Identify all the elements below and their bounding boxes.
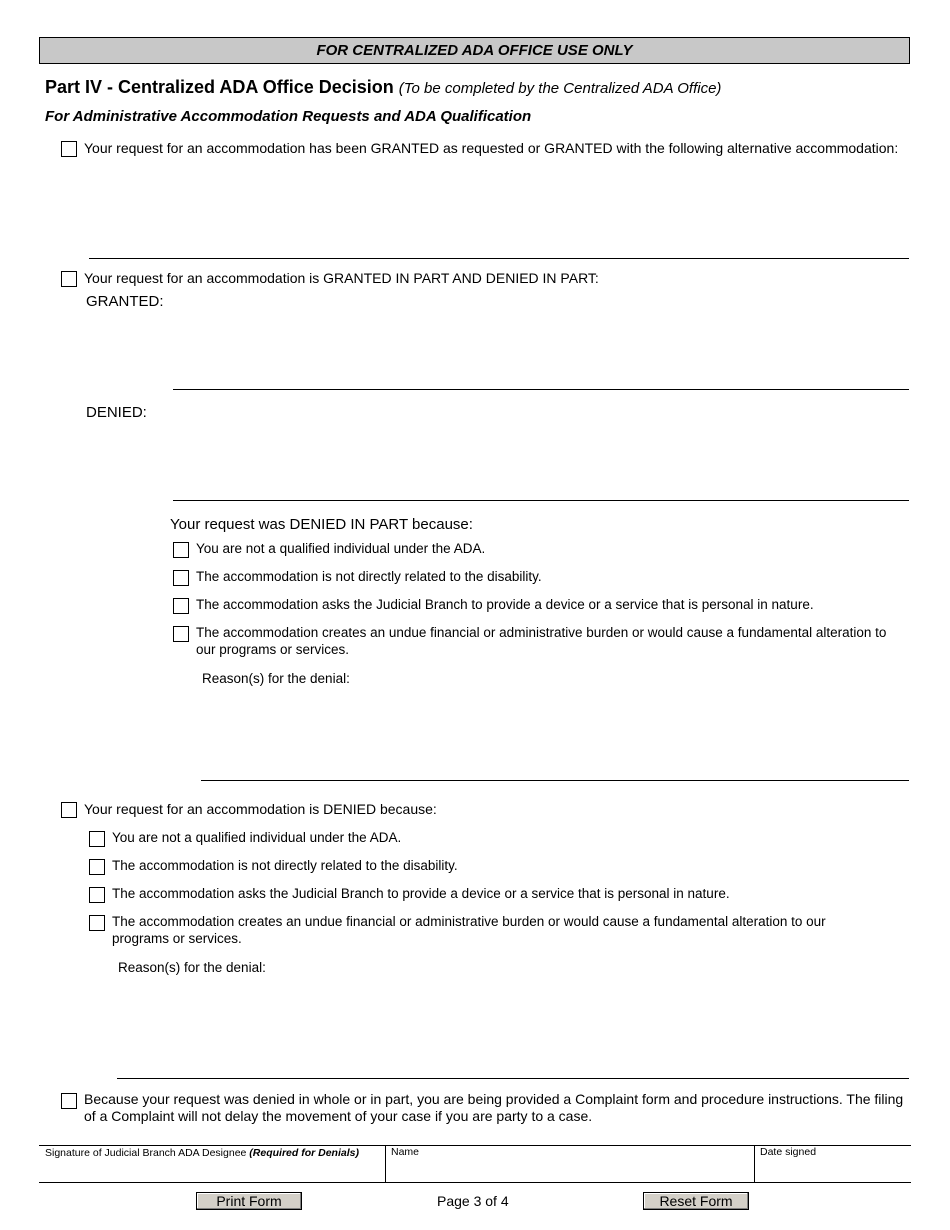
partial-reason-4-checkbox[interactable] xyxy=(173,626,189,642)
partial-reason-3-checkbox[interactable] xyxy=(173,598,189,614)
date-signed-label: Date signed xyxy=(760,1146,817,1158)
page-number: Page 3 of 4 xyxy=(437,1193,509,1209)
partial-because-label: Your request was DENIED IN PART because: xyxy=(170,516,473,533)
reset-form-button[interactable]: Reset Form xyxy=(643,1192,749,1210)
part-title-note: (To be completed by the Centralized ADA Office) xyxy=(398,80,722,97)
signature-divider-1 xyxy=(385,1145,386,1182)
partial-reason-1-checkbox[interactable] xyxy=(173,542,189,558)
partial-denied-label: DENIED: xyxy=(86,404,147,421)
partial-reason-denial-field[interactable] xyxy=(201,780,909,781)
denied-reason-4-label: The accommodation creates an undue financial or administrative burden or would cause a fundamental alteration to our programs or services. xyxy=(112,914,826,946)
denied-reason-2-label: The accommodation is not directly related to the disability. xyxy=(112,858,458,873)
denied-reason-1-label: You are not a qualified individual under the ADA. xyxy=(112,830,402,845)
partial-reason-3-label: The accommodation asks the Judicial Branch to provide a device or a service that is personal in nature. xyxy=(196,597,814,612)
print-form-button[interactable]: Print Form xyxy=(196,1192,302,1210)
denied-label: Your request for an accommodation is DENIED because: xyxy=(84,801,437,817)
signature-required-note: (Required for Denials) xyxy=(249,1147,359,1159)
partial-label: Your request for an accommodation is GRANTED IN PART AND DENIED IN PART: xyxy=(84,270,599,286)
signature-field[interactable] xyxy=(45,1147,383,1180)
signature-row-bottom-border xyxy=(39,1182,911,1183)
part-title-text: Part IV - Centralized ADA Office Decision xyxy=(45,77,394,97)
denied-reason-denial-field[interactable] xyxy=(117,1078,909,1079)
partial-reason-2-checkbox[interactable] xyxy=(173,570,189,586)
partial-granted-field[interactable] xyxy=(173,389,909,390)
complaint-checkbox[interactable] xyxy=(61,1093,77,1109)
part-title xyxy=(45,77,721,98)
partial-denied-field[interactable] xyxy=(173,500,909,501)
complaint-label: Because your request was denied in whole or in part, you are being provided a Complaint form and procedure instructions. The filing of a Complaint will not delay the movement of your case if you are party to a case. xyxy=(84,1091,904,1124)
denied-reason-2-checkbox[interactable] xyxy=(89,859,105,875)
partial-reason-4-label: The accommodation creates an undue financial or administrative burden or would cause a fundamental alteration to our programs or services. xyxy=(196,625,887,657)
partial-reason-denial-label: Reason(s) for the denial: xyxy=(202,671,350,686)
office-use-header: FOR CENTRALIZED ADA OFFICE USE ONLY xyxy=(39,37,910,64)
granted-label: Your request for an accommodation has been GRANTED as requested or GRANTED with the following alternative accommodation: xyxy=(84,140,899,156)
partial-reason-1-label: You are not a qualified individual under the ADA. xyxy=(196,541,486,556)
signature-divider-2 xyxy=(754,1145,755,1182)
denied-reason-3-checkbox[interactable] xyxy=(89,887,105,903)
granted-text-field[interactable] xyxy=(89,258,909,259)
partial-reason-2-label: The accommodation is not directly related to the disability. xyxy=(196,569,542,584)
granted-checkbox[interactable] xyxy=(61,141,77,157)
name-field[interactable] xyxy=(391,1146,751,1180)
denied-checkbox[interactable] xyxy=(61,802,77,818)
date-signed-field[interactable] xyxy=(760,1146,908,1180)
denied-reason-3-label: The accommodation asks the Judicial Branch to provide a device or a service that is personal in nature. xyxy=(112,886,730,901)
denied-reason-1-checkbox[interactable] xyxy=(89,831,105,847)
denied-reason-denial-label: Reason(s) for the denial: xyxy=(118,960,266,975)
partial-granted-label: GRANTED: xyxy=(86,293,164,310)
signature-label: Signature of Judicial Branch ADA Designee xyxy=(45,1147,247,1159)
name-label: Name xyxy=(391,1146,420,1158)
denied-reason-4-checkbox[interactable] xyxy=(89,915,105,931)
partial-checkbox[interactable] xyxy=(61,271,77,287)
part-subtitle: For Administrative Accommodation Requests and ADA Qualification xyxy=(45,108,532,125)
